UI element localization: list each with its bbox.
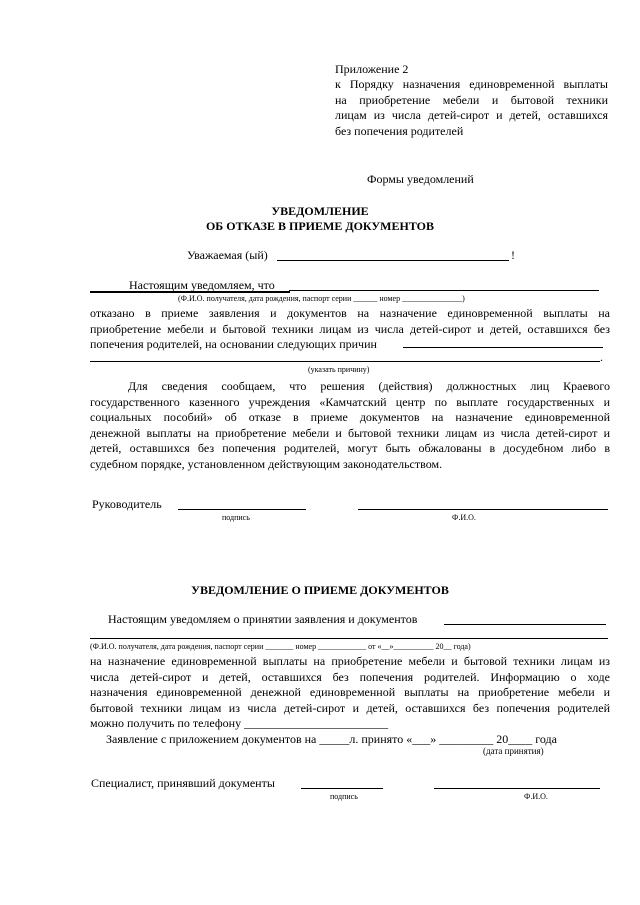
body-line: на назначение единовременной выплаты на приобретение мебели и бытовой техники лицам из bbox=[90, 654, 610, 668]
refusal-title-2: ОБ ОТКАЗЕ В ПРИЕМЕ ДОКУМЕНТОВ bbox=[205, 219, 435, 233]
reason-field[interactable] bbox=[403, 347, 603, 348]
reason-field-continued[interactable] bbox=[90, 361, 600, 362]
recipient-field[interactable] bbox=[289, 290, 599, 291]
body-line: числа детей-сирот и детей, оставшихся без попечения родителей. Информацию о ходе bbox=[90, 669, 610, 684]
body-line: назначения единовременной денежной единовременной выплаты на приобретение мебели и bbox=[90, 685, 610, 700]
acceptance-recipient-field-continued[interactable] bbox=[90, 638, 608, 639]
refusal-fio-caption: (Ф.И.О. получателя, дата рождения, паспорт серии ______ номер _______________) bbox=[178, 294, 465, 303]
date-caption: (дата принятия) bbox=[483, 746, 544, 756]
appendix-line: на приобретение мебели и бытовой техники bbox=[335, 92, 608, 107]
appeal-line: социальных пособий» об отказе в приеме документов на назначение единовременной bbox=[90, 410, 610, 425]
head-label: Руководитель bbox=[92, 497, 162, 511]
appeal-line: денежной выплаты на приобретение мебели и бытовой техники лицам из числа детей-сирот и bbox=[90, 425, 610, 440]
head-name-field[interactable] bbox=[358, 509, 608, 510]
specialist-signature-field[interactable] bbox=[301, 788, 383, 789]
greeting-exclamation: ! bbox=[511, 248, 515, 262]
acceptance-title: УВЕДОМЛЕНИЕ О ПРИЕМЕ ДОКУМЕНТОВ bbox=[191, 583, 449, 597]
appeal-line: детей, оставшихся без попечения родителей, могут быть обжалованы в досудебном либо в bbox=[90, 441, 610, 456]
appendix-title: Приложение 2 bbox=[335, 62, 409, 76]
body-line: отказано в приеме заявления и документов на назначение единовременной выплаты на bbox=[90, 306, 610, 320]
appendix-line: к Порядку назначения единовременной выплаты bbox=[335, 77, 608, 91]
appendix-text bbox=[335, 77, 608, 139]
reason-caption: (указать причину) bbox=[308, 365, 370, 374]
appendix-line: без попечения родителей bbox=[335, 123, 464, 138]
acceptance-notify-label: Настоящим уведомляем о принятии заявления и документов bbox=[108, 612, 418, 626]
body-line: можно получить по телефону ________________________ bbox=[90, 716, 389, 731]
appeal-line: государственного казенного учреждения «Камчатский центр по выплате государственных и bbox=[90, 394, 610, 409]
refusal-title-1: УВЕДОМЛЕНИЕ bbox=[271, 204, 369, 218]
statement-line: Заявление с приложением документов на _____л. принято «___» _________ 20____ года bbox=[106, 732, 557, 746]
forms-label: Формы уведомлений bbox=[367, 172, 474, 186]
body-line: приобретение мебели и бытовой техники лицам из числа детей-сирот и детей, оставшихся без bbox=[90, 321, 610, 336]
addressee-field[interactable] bbox=[277, 260, 509, 261]
appeal-line: судебном порядке, установленном действующим законодательством. bbox=[90, 456, 443, 471]
recipient-field-rule bbox=[90, 291, 290, 293]
specialist-signature-caption: подпись bbox=[330, 792, 358, 801]
head-signature-caption: подпись bbox=[222, 513, 250, 522]
head-signature-field[interactable] bbox=[178, 509, 306, 510]
acceptance-fio-caption: (Ф.И.О. получателя, дата рождения, паспорт серии _______ номер ____________ от «__»__________ 20__ года) bbox=[90, 642, 471, 651]
head-name-caption: Ф.И.О. bbox=[452, 513, 476, 522]
appendix-line: лицам из числа детей-сирот и детей, оставшихся bbox=[335, 108, 608, 123]
greeting-label: Уважаемая (ый) bbox=[187, 248, 268, 262]
appeal-line: Для сведения сообщаем, что решения (действия) должностных лиц Краевого bbox=[128, 379, 610, 393]
appeal-paragraph bbox=[90, 379, 610, 473]
acceptance-recipient-field[interactable] bbox=[444, 624, 606, 625]
body-line: бытовой техники лицам из числа детей-сирот и детей, оставшихся без попечения родителей bbox=[90, 700, 610, 715]
reason-end-dot: . bbox=[600, 350, 603, 364]
refusal-notify-label: Настоящим уведомляем, что bbox=[129, 278, 275, 292]
specialist-label: Специалист, принявший документы bbox=[91, 776, 275, 790]
acceptance-body bbox=[90, 654, 610, 732]
refusal-body bbox=[90, 306, 610, 353]
body-line: попечения родителей, на основании следующих причин bbox=[90, 337, 377, 352]
specialist-name-field[interactable] bbox=[434, 788, 600, 789]
specialist-name-caption: Ф.И.О. bbox=[524, 792, 548, 801]
